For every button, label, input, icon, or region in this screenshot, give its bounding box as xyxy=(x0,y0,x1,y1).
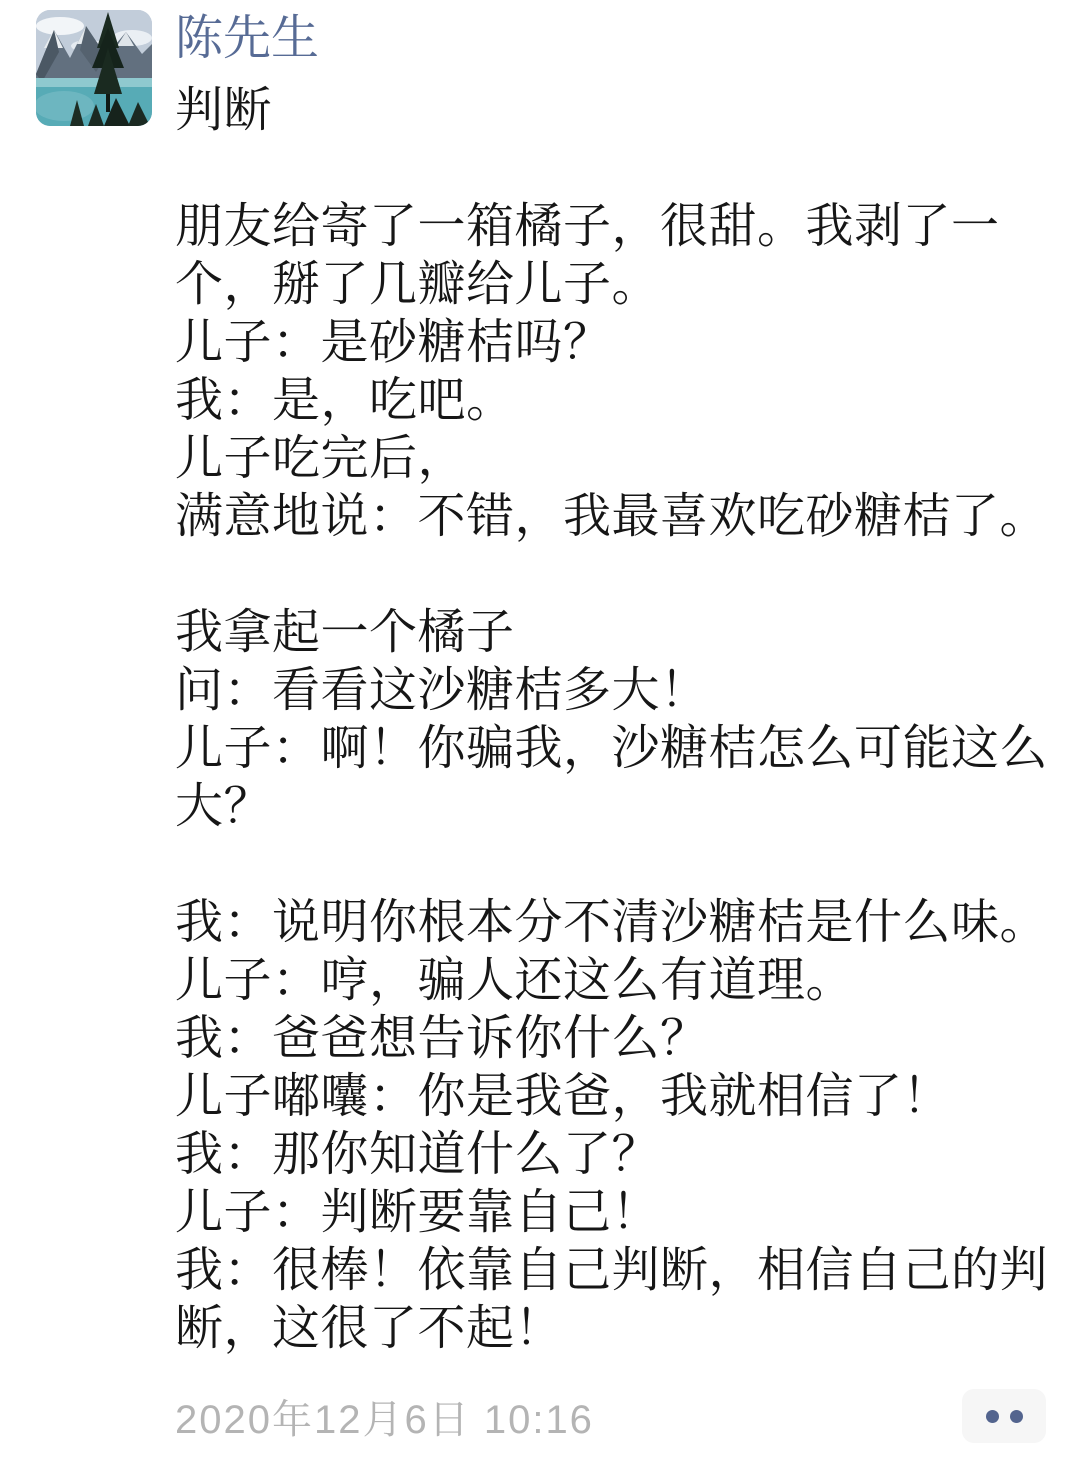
post-text-line xyxy=(175,546,1065,604)
post-text-line: 个，掰了几瓣给儿子。 xyxy=(175,258,661,311)
mountain-lake-photo-icon xyxy=(36,10,152,126)
post-text-line: 儿子：啊！你骗我，沙糖桔怎么可能这么 xyxy=(175,722,1049,775)
post-text xyxy=(175,82,1065,1358)
post-text-line: 儿子：哼，骗人还这么有道理。 xyxy=(175,954,855,1007)
avatar[interactable] xyxy=(36,10,152,126)
post-text-line: 儿子嘟囔：你是我爸，我就相信了！ xyxy=(175,1070,952,1123)
post-text-line: 我：很棒！依靠自己判断，相信自己的判 xyxy=(175,1244,1049,1297)
post-text-line: 儿子：是砂糖桔吗？ xyxy=(175,316,612,369)
post-footer xyxy=(175,1388,1046,1444)
dot-icon xyxy=(1010,1410,1023,1423)
post-text-line: 我：爸爸想告诉你什么？ xyxy=(175,1012,709,1065)
timestamp: 2020年12月6日 10:16 xyxy=(175,1397,594,1442)
post-text-line: 儿子吃完后， xyxy=(175,432,467,485)
post-text-line: 儿子：判断要靠自己！ xyxy=(175,1186,661,1239)
post-text-line: 断，这很了不起！ xyxy=(175,1302,564,1355)
post-text-line xyxy=(175,836,1065,894)
post-content xyxy=(175,8,1065,1358)
post-text-line: 我：是，吃吧。 xyxy=(175,374,515,427)
comment-menu-button[interactable] xyxy=(962,1389,1046,1443)
post-text-line: 判断 xyxy=(175,84,273,137)
post-text-line: 问：看看这沙糖桔多大！ xyxy=(175,664,709,717)
post-text-line: 大？ xyxy=(175,780,273,833)
post-text-line: 我：说明你根本分不清沙糖桔是什么味。 xyxy=(175,896,1049,949)
post-text-line: 我拿起一个橘子 xyxy=(175,606,515,659)
post-text-line: 朋友给寄了一箱橘子，很甜。我剥了一 xyxy=(175,200,1000,253)
username[interactable]: 陈先生 xyxy=(175,12,320,65)
post-text-line: 满意地说：不错，我最喜欢吃砂糖桔了。 xyxy=(175,490,1049,543)
dot-icon xyxy=(986,1410,999,1423)
post-text-line: 我：那你知道什么了？ xyxy=(175,1128,661,1181)
post-text-line xyxy=(175,140,1065,198)
